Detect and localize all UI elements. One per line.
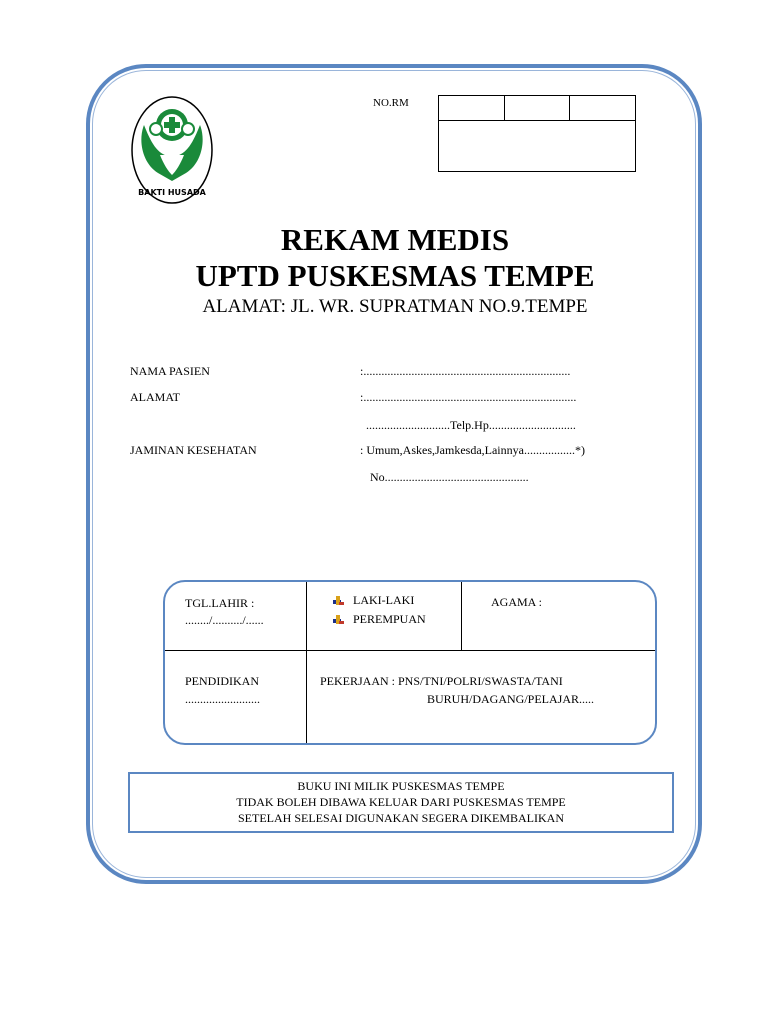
alamat-label: ALAMAT <box>130 390 180 404</box>
patient-details-box <box>163 580 657 745</box>
norm-cell[interactable] <box>505 96 571 120</box>
notice-box <box>128 772 674 833</box>
title-puskesmas: UPTD PUSKESMAS TEMPE <box>195 258 595 293</box>
telp-field[interactable]: ............................Telp.Hp............................. <box>366 418 576 432</box>
bakti-husada-logo <box>130 95 214 205</box>
gender-male-label: LAKI-LAKI <box>353 593 415 607</box>
bullet-icon <box>333 615 345 625</box>
pekerjaan-label: PEKERJAAN : PNS/TNI/POLRI/SWASTA/TANI <box>320 674 563 688</box>
gender-female-option[interactable] <box>333 612 426 627</box>
agama-label: AGAMA : <box>491 595 543 609</box>
jaminan-field[interactable]: : Umum,Askes,Jamkesda,Lainnya.................*) <box>360 443 585 457</box>
title-rekam-medis: REKAM MEDIS <box>280 222 510 257</box>
pekerjaan-options[interactable]: BURUH/DAGANG/PELAJAR..... <box>427 692 595 706</box>
notice-line-2: TIDAK BOLEH DIBAWA KELUAR DARI PUSKESMAS TEMPE <box>236 795 566 809</box>
gender-female-label: PEREMPUAN <box>353 612 426 626</box>
tgl-lahir-field[interactable]: ......../........../...... <box>185 613 264 627</box>
norm-grid[interactable] <box>438 95 636 172</box>
jaminan-no-field[interactable]: No................................................ <box>370 470 529 484</box>
notice-line-3: SETELAH SELESAI DIGUNAKAN SEGERA DIKEMBALIKAN <box>238 811 564 825</box>
gender-male-option[interactable] <box>333 593 414 608</box>
jaminan-label: JAMINAN KESEHATAN <box>130 443 257 457</box>
nama-pasien-label: NAMA PASIEN <box>130 364 210 378</box>
notice-line-1: BUKU INI MILIK PUSKESMAS TEMPE <box>297 779 505 793</box>
pendidikan-label: PENDIDIKAN <box>185 674 259 688</box>
tgl-lahir-label: TGL.LAHIR : <box>185 596 255 610</box>
norm-cell[interactable] <box>570 96 635 120</box>
norm-label: NO.RM <box>373 97 409 109</box>
pendidikan-field[interactable]: ......................... <box>185 692 260 706</box>
nama-pasien-field[interactable]: :..................................................................... <box>360 364 571 378</box>
bullet-icon <box>333 596 345 606</box>
logo-caption: BAKTI HUSADA <box>138 188 206 197</box>
address-line: ALAMAT: JL. WR. SUPRATMAN NO.9.TEMPE <box>202 296 588 317</box>
alamat-field[interactable]: :....................................................................... <box>360 390 577 404</box>
norm-cell[interactable] <box>439 96 505 120</box>
